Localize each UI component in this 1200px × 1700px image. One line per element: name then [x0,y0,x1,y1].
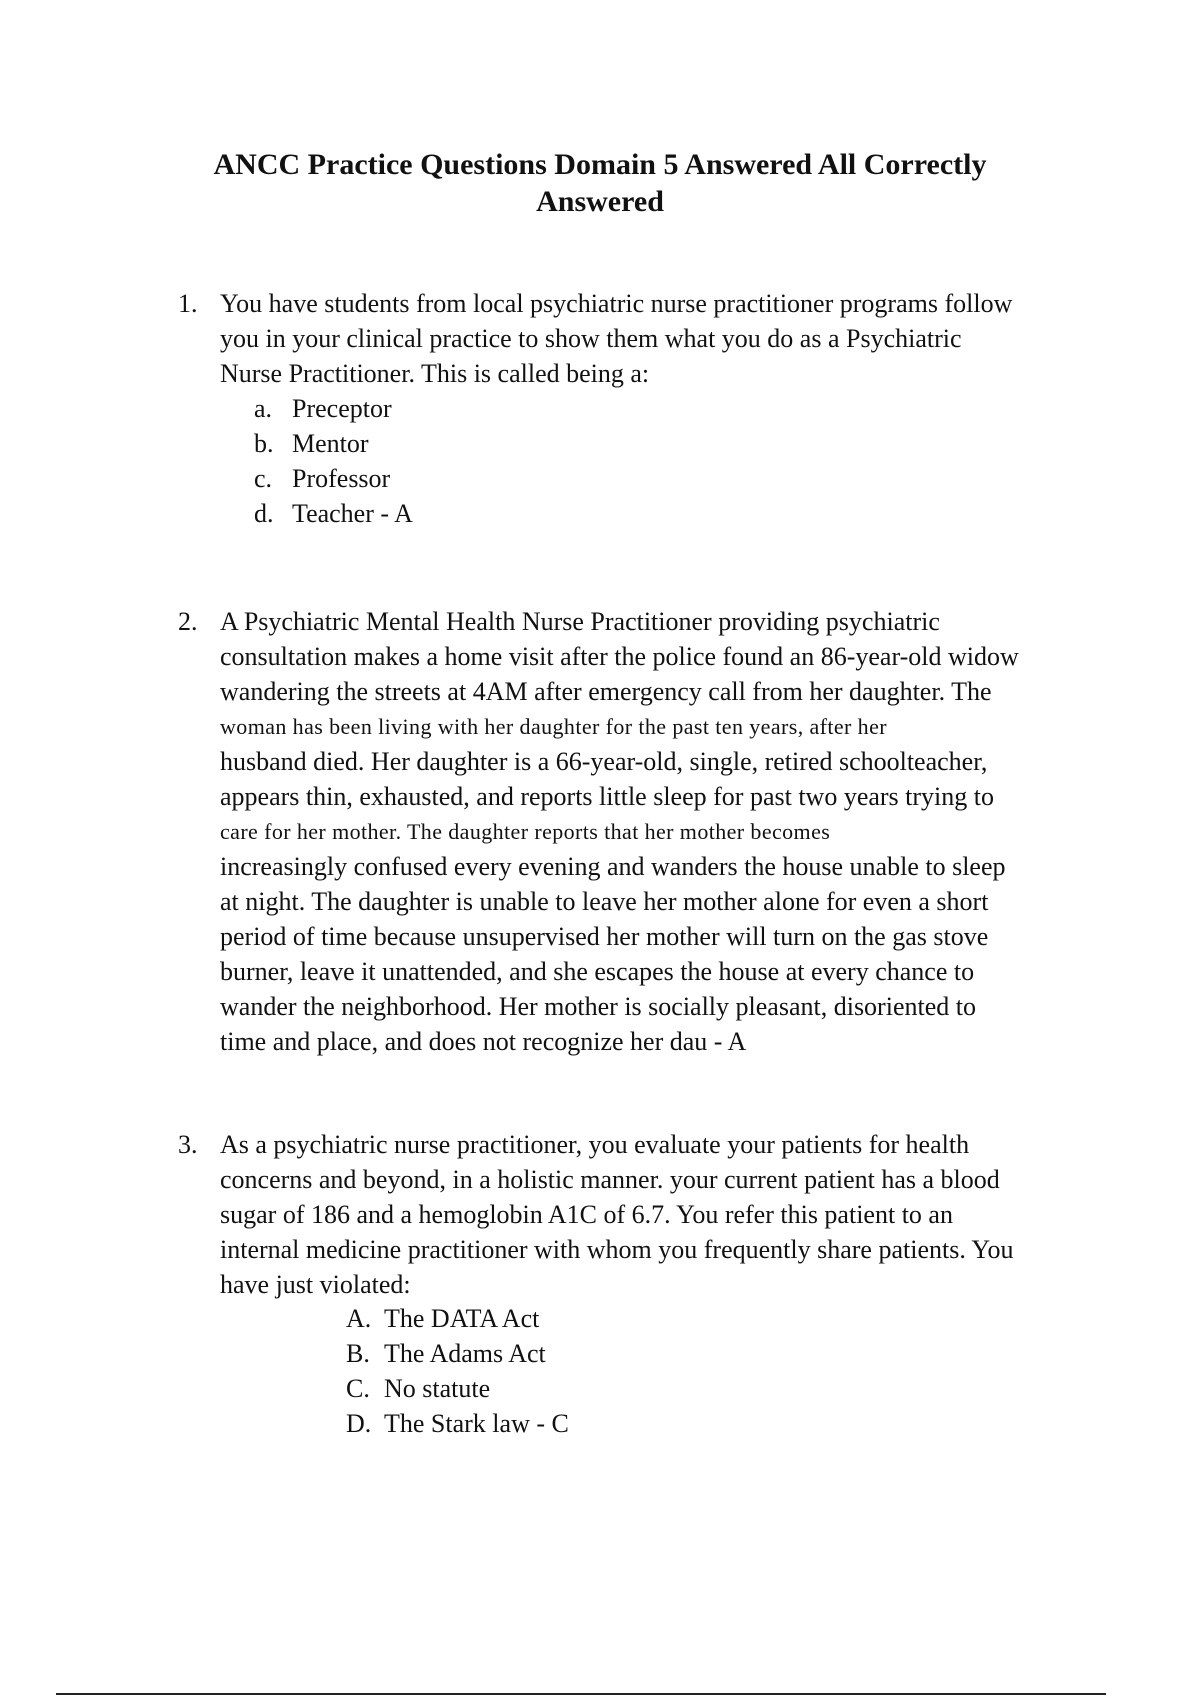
question-text [220,1127,1095,1302]
answer-option [254,426,854,461]
option-letter: a. [254,394,273,423]
option-text: The Stark law - C [384,1409,569,1438]
question-line: A Psychiatric Mental Health Nurse Practitioner providing psychiatric [220,607,940,636]
answer-options [346,1301,946,1441]
option-text: The DATA Act [384,1304,540,1333]
question-line: burner, leave it unattended, and she escapes the house at every chance to [220,957,975,986]
answer-option [254,461,854,496]
question-1 [178,286,1098,528]
answer-options [254,391,854,531]
question-text [220,286,1095,391]
question-number: 3. [178,1130,198,1159]
option-text: Preceptor [292,394,392,423]
question-number: 2. [178,607,198,636]
option-letter: D. [346,1409,372,1438]
option-letter: c. [254,464,273,493]
question-2 [178,604,1098,1059]
option-letter: C. [346,1374,370,1403]
question-line: husband died. Her daughter is a 66-year-old, single, retired schoolteacher, [220,747,988,776]
question-line: wandering the streets at 4AM after emergency call from her daughter. The [220,677,992,706]
title-line-2: Answered [536,185,664,218]
question-line: sugar of 186 and a hemoglobin A1C of 6.7. You refer this patient to an [220,1200,953,1229]
answer-option [346,1336,946,1371]
footer-divider [56,1693,1106,1695]
question-line: care for her mother. The daughter reports that her mother becomes [220,819,831,844]
option-text: Mentor [292,429,369,458]
question-line: concerns and beyond, in a holistic manner. your current patient has a blood [220,1165,1000,1194]
question-3 [178,1127,1098,1438]
question-line: time and place, and does not recognize her dau - A [220,1027,747,1056]
question-line: have just violated: [220,1270,411,1299]
option-letter: b. [254,429,274,458]
answer-option [254,496,854,531]
question-text [220,604,1095,1059]
question-line: at night. The daughter is unable to leave her mother alone for even a short [220,887,989,916]
question-line: appears thin, exhausted, and reports little sleep for past two years trying to [220,782,995,811]
question-line: internal medicine practitioner with whom you frequently share patients. You [220,1235,1014,1264]
question-line: woman has been living with her daughter for the past ten years, after her [220,714,887,739]
option-text: Professor [292,464,391,493]
question-line: increasingly confused every evening and wanders the house unable to sleep [220,852,1006,881]
question-line: consultation makes a home visit after the police found an 86-year-old widow [220,642,1019,671]
question-line: period of time because unsupervised her mother will turn on the gas stove [220,922,989,951]
answer-option [254,391,854,426]
answer-option [346,1301,946,1336]
question-number: 1. [178,289,198,318]
answer-option [346,1406,946,1441]
option-text: Teacher - A [292,499,413,528]
question-line: Nurse Practitioner. This is called being a: [220,359,650,388]
question-line: As a psychiatric nurse practitioner, you evaluate your patients for health [220,1130,970,1159]
question-line: wander the neighborhood. Her mother is socially pleasant, disoriented to [220,992,976,1021]
question-line: You have students from local psychiatric nurse practitioner programs follow [220,289,1013,318]
question-line: you in your clinical practice to show them what you do as a Psychiatric [220,324,962,353]
option-letter: A. [346,1304,372,1333]
document-title [150,146,1050,220]
option-letter: B. [346,1339,370,1368]
title-line-1: ANCC Practice Questions Domain 5 Answered All Correctly [213,148,987,181]
option-text: No statute [384,1374,491,1403]
option-letter: d. [254,499,274,528]
option-text: The Adams Act [384,1339,546,1368]
answer-option [346,1371,946,1406]
